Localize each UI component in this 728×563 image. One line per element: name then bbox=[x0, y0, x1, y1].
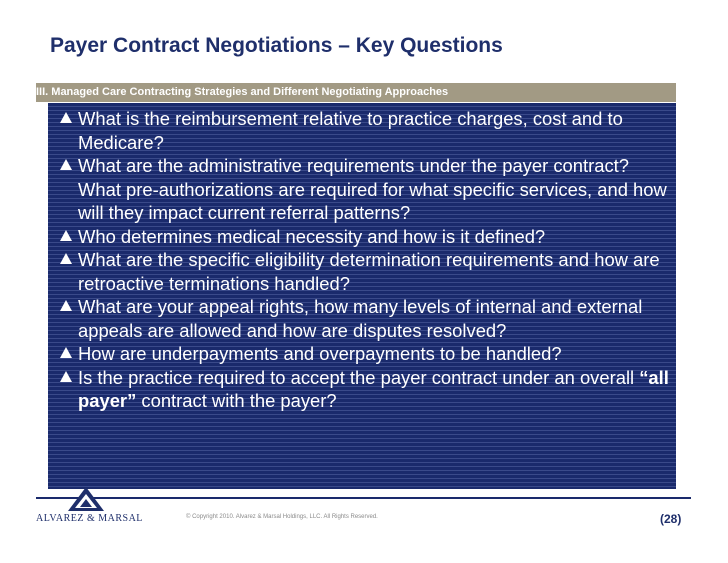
question-text: How are underpayments and overpayments to be handled? bbox=[78, 343, 562, 364]
page-number: (28) bbox=[660, 512, 682, 526]
triangle-bullet-icon bbox=[60, 112, 72, 123]
question-text-end: contract with the payer? bbox=[136, 390, 337, 411]
question-text: What are the specific eligibility determination requirements and how are retroactive terminations handled? bbox=[78, 249, 660, 294]
question-item bbox=[48, 366, 676, 413]
question-item bbox=[48, 225, 676, 249]
question-text: What is the reimbursement relative to practice charges, cost and to Medicare? bbox=[78, 108, 623, 153]
slide-title: Payer Contract Negotiations – Key Questions bbox=[50, 34, 503, 57]
question-text: Who determines medical necessity and how is it defined? bbox=[78, 225, 546, 247]
triangle-bullet-icon bbox=[60, 159, 72, 170]
company-logo bbox=[36, 486, 143, 526]
content-panel bbox=[48, 103, 676, 489]
question-item bbox=[48, 248, 676, 295]
triangle-bullet-icon bbox=[60, 347, 72, 358]
copyright-notice: © Copyright 2010. Alvarez & Marsal Holdings, LLC. All Rights Reserved. bbox=[186, 514, 378, 520]
triangle-bullet-icon bbox=[60, 230, 72, 241]
triangle-bullet-icon bbox=[60, 300, 72, 311]
question-list bbox=[48, 103, 676, 413]
pyramid-logo-icon bbox=[67, 486, 105, 512]
question-text: What are your appeal rights, how many levels of internal and external appeals are allowed and how are disputes resolved? bbox=[78, 296, 643, 341]
question-text: What are the administrative requirements under the payer contract? What pre-authorizations are required for what specific services, and how will they impact current referral patterns? bbox=[78, 155, 667, 223]
logo-wordmark: ALVAREZ & MARSAL bbox=[36, 513, 143, 524]
question-item bbox=[48, 107, 676, 154]
question-item bbox=[48, 295, 676, 342]
all-payer-emphasis: “all payer” bbox=[78, 366, 669, 411]
question-item bbox=[48, 154, 676, 225]
section-header: III. Managed Care Contracting Strategies and Different Negotiating Approaches bbox=[36, 86, 449, 98]
question-text-start: Is the practice required to accept the payer contract under an overall bbox=[78, 366, 640, 388]
triangle-bullet-icon bbox=[60, 253, 72, 264]
triangle-bullet-icon bbox=[60, 371, 72, 382]
question-item bbox=[48, 342, 676, 366]
